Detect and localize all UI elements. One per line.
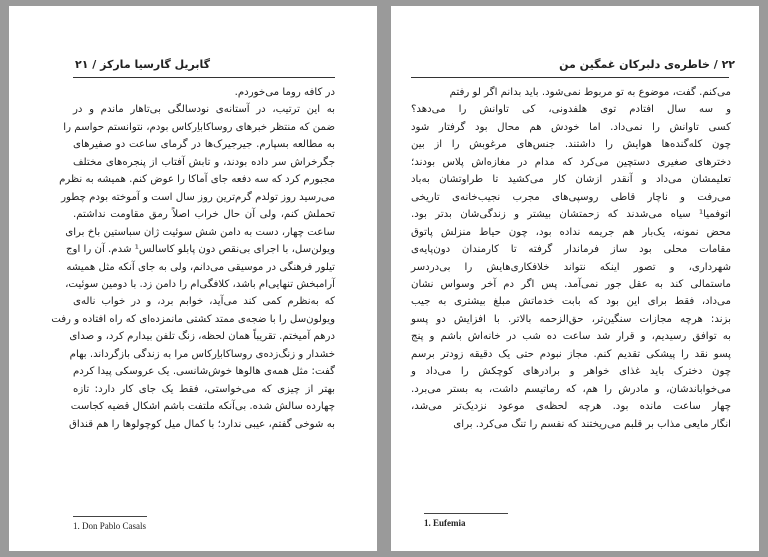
text-line: و سه سال افتادم توی هلفدونی، کی تاوانش را می‌دهد؟ [411,104,731,116]
text-line: تعلیمشان می‌داد و آنقدر ازشان کار می‌کشید تا طراوتشان به‌باد [411,174,731,186]
text-line: تحملش کنم، ولی آن حال خراب اصلاً رمق مقاومت نداشتم. [73,209,335,221]
right-body-text [411,84,731,433]
text-line: گفت: مثل همه‌ی هالوها خوش‌شانسی. یک عروسکی پیدا کردم [73,366,335,378]
text-line: ساعت چهار، دست به دامن شش سوئیت ژان سباستین باخ برای [65,226,335,238]
text-line: که به‌نظرم کمی کند می‌آید، خوابم برد، و در خواب ناله‌ی [73,296,335,308]
text-line: آرامبخش تنهایی‌ام باشد، کلافگی‌ام را دامن زد. با دومین سوئیت، [65,278,335,290]
right-footnote: 1. Eufemia [424,518,466,528]
text-line: تیلور فرهنگی در موسیقی می‌دانم، ولی به جای آنکه مثل همیشه [66,261,335,273]
text-line: چون کله‌گنده‌ها هوایش را داشتند. جنس‌های مرغوبش را از بین [411,139,731,151]
text-line: انگار مایعی مذاب بر قلبم می‌ریختند که نفسم را تنگ می‌کرد. برای [453,418,731,430]
text-line: بهتر از چیزی که می‌خواستی، فقط یک جای کار دارد: تازه [73,383,335,395]
text-line: پسو نقد را پیشکی تقدیم کنم. مجاز نبودم حتی یک دقیقه زودتر برسم [411,348,731,360]
right-page [391,6,759,551]
text-line: به این ترتیب، در آستانه‌ی نودسالگی بی‌تاهار ماندم و در [73,104,335,116]
text-line: مقامات محلی بود ساز فرماندار گرفته تا کارمندان دون‌پایه‌ی [411,244,731,256]
text-line: به شوخی گفتم، عیبی ندارد؛ با کمال میل کوچولوها را هم قنداق [69,418,335,430]
text-line: می‌خواباندشان، و مادرش را هم، که رماتیسم داشت، به بستر می‌برد. [411,383,731,395]
left-footnote: 1. Don Pablo Casals [73,521,146,531]
text-line: اتوفمیا¹ سیاه می‌شدند که زحمتشان بیشتر و زندگی‌شان بدتر بود. [411,209,731,221]
left-running-head: گابریل گارسیا مارکز / ۲۱ [75,58,211,71]
text-line: می‌رفت و ناچار قاطی روسپی‌های مجرب نجیب‌خانه‌ی تاریخی [411,191,731,203]
text-line: می‌داد، فقط برای این بود که بابت خدماتش مبلغ بیشتری به جیب [411,296,731,308]
text-line: خشدار و زنگ‌زده‌ی روسا‌کاباِرکاس مرا به زندگی بازگرداند. بهام [69,348,335,360]
text-line: می‌کنم. گفت، موضوع به تو مربوط نمی‌شود. باید بدانم اگر لو رفتم [449,87,731,98]
left-body-text [51,84,335,433]
text-line: دخترهای صغیری دستچین می‌کرد که مدام در مغازه‌اش پلاس بودند؛ [411,156,731,168]
text-line: چهارده سالش شده. بی‌آنکه ملتفت باشم اشکال قضیه کجاست [70,401,335,413]
right-header-rule [411,77,729,78]
text-line: در کافه روما می‌خوردم. [234,87,335,98]
text-line: ویولون‌سل را با ضجه‌ی ممتد کشتی مانمزده‌ای که راه افتاده و رفت [51,313,335,325]
text-line: به توافق رسیدیم، و قرار شد ساعت ده شب در خانه‌اش باشم و پنج [411,331,731,343]
text-line: شهرداری، و تصور اینکه نتواند خلافکاری‌هایش را بی‌دردسر [411,261,731,273]
text-line: درهم آمیختم. تقریباً همان لحظه، زنگ تلفن بیدارم کرد، و صدای [69,331,335,343]
text-line: ویولن‌سل، با اجرای بی‌نقص دون پابلو کاسالس¹ شدم. آن را اوج [65,244,335,256]
text-line: چهار ساعت مانده بود. هرچه لحظه‌ی موعود نزدیک‌تر می‌شد، [411,401,731,413]
left-footnote-rule [73,516,147,517]
text-line: ضمن که منتظر خبرهای روسا‌کاباِرکاس بودم، نتوانستم حواسم را [63,121,335,133]
right-footnote-rule [424,513,508,514]
text-line: مجبورم کرد که سه دفعه جای آماکا را عوض کنم. همیشه به نظرم [59,174,335,186]
text-line: چون دخترک باید غذای خواهر و برادرهای کوچکش را می‌داد و [411,366,731,378]
text-line: بزند: هرچه مجازات سنگین‌تر، حق‌الزحمه بالاتر. با افزایش دو پسو [411,313,731,325]
text-line: جگرخراش سر داده بودند، و تابش آفتاب از پنجره‌های مختلف [73,156,335,168]
right-running-head: ۲۲ / خاطره‌ی دلبرکان غمگین من [559,58,735,71]
text-line: به مطالعه بسپارم. جیرجیرک‌ها در گرمای ساعت دو صفیرهای [73,139,335,151]
left-page [9,6,377,551]
text-line: کسی تاوانش را نمی‌داد. اما خودش هم محال بود گرفتار شود [411,121,731,133]
text-line: محض نمونه، یک‌بار هم جریمه نداده بود، چون حیاط منزلش پاتوق [411,226,731,238]
text-line: می‌رسید روز تولدم گرم‌ترین روز سال است و آموخته بودم چطور [61,191,335,203]
text-line: ماستمالی کند به عقل جور نمی‌آمد. پس اگر دم آخر وسواس نشان [411,278,731,290]
left-header-rule [73,77,335,78]
